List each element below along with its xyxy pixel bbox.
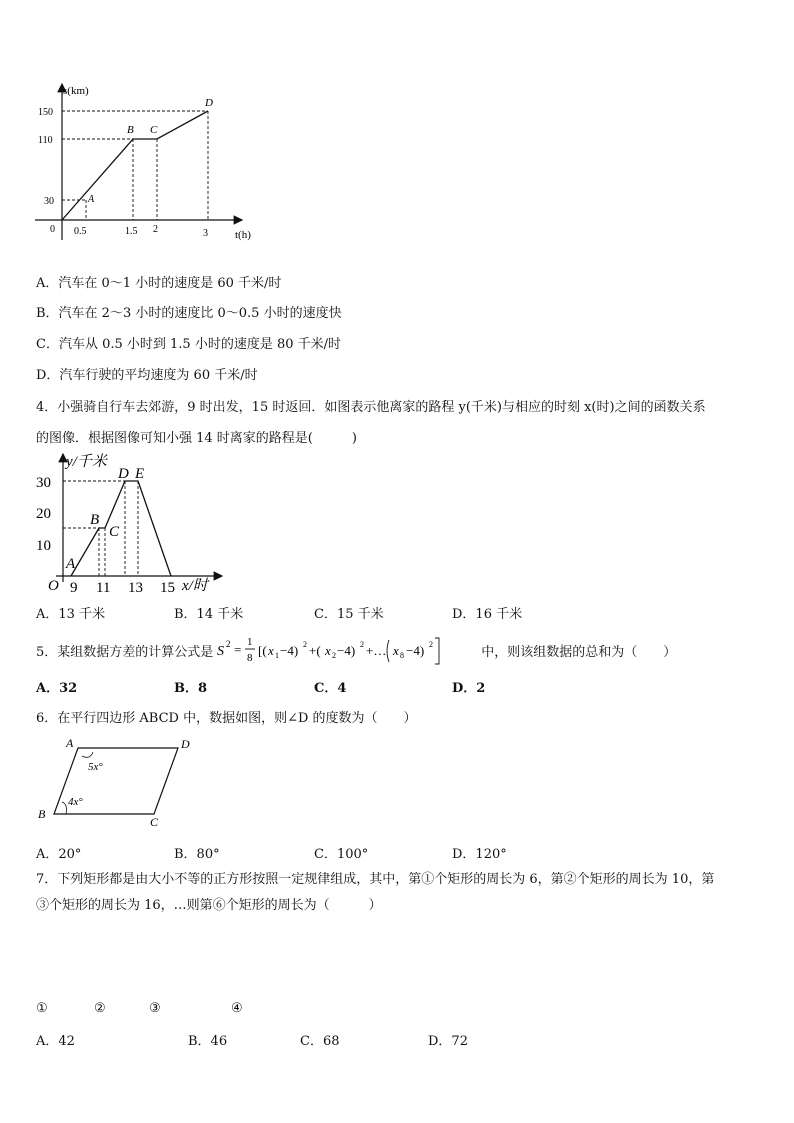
svg-text:2: 2 (429, 640, 434, 649)
y-tick-20: 20 (36, 506, 51, 522)
q3-option-a: A．汽车在 0～1 小时的速度是 60 千米/时 (36, 276, 282, 291)
journey-line (71, 481, 171, 576)
y-axis-label: s(km) (63, 85, 89, 97)
angle-a-label: 5x° (88, 761, 103, 773)
q6-option-a: A．20° (36, 847, 82, 862)
q5-stem (36, 632, 676, 668)
q3-option-c: C．汽车从 0.5 小时到 1.5 小时的速度是 80 千米/时 (36, 337, 342, 352)
origin-label: 0 (50, 224, 55, 235)
x-tick-1-5: 1.5 (125, 226, 138, 237)
svg-text:x: x (268, 643, 275, 658)
vertex-d-label: D (181, 737, 190, 751)
angle-b-label: 4x° (68, 796, 83, 808)
q4-option-b: B．14 千米 (174, 607, 244, 622)
vertex-a-label: A (66, 736, 74, 750)
distance-line (62, 111, 208, 220)
distance-time-graph (30, 80, 260, 250)
x-tick-15: 15 (160, 580, 175, 596)
point-b-label: B (127, 124, 134, 136)
q4-stem-line1: 4．小强骑自行车去郊游，9 时出发，15 时返回．如图表示他离家的路程 y(千米)与相应的时刻 x(时)之间的函数关系 (36, 400, 706, 415)
point-a-label: A (88, 194, 95, 205)
x-tick-9: 9 (70, 580, 78, 596)
distance-time-graph-q4 (30, 450, 230, 600)
q7-option-c: C．68 (300, 1034, 340, 1049)
x-tick-0-5: 0.5 (74, 226, 87, 237)
svg-text:8: 8 (400, 651, 405, 660)
parallelogram-figure (30, 734, 210, 834)
x-tick-2: 2 (153, 224, 158, 235)
q4-option-d: D．16 千米 (452, 607, 523, 622)
q6-option-d: D．120° (452, 847, 507, 862)
q5-option-a: A．32 (36, 681, 78, 696)
variance-formula (215, 633, 479, 667)
y-tick-10: 10 (36, 538, 51, 554)
svg-text:x: x (325, 643, 332, 658)
q5-suffix: 中，则该组数据的总和为（ ） (481, 644, 677, 660)
q7-option-b: B．46 (188, 1034, 228, 1049)
rect-label-2: ② (94, 1001, 106, 1016)
origin-label: O (48, 578, 59, 594)
svg-text:−4): −4) (337, 643, 356, 658)
svg-text:−4): −4) (280, 643, 299, 658)
svg-text:2: 2 (226, 639, 231, 649)
q6-option-b: B．80° (174, 847, 220, 862)
svg-text:+…: +… (366, 643, 387, 658)
svg-text:=: = (234, 642, 242, 657)
svg-text:x: x (393, 643, 400, 658)
svg-text:2: 2 (303, 640, 308, 649)
x-axis-label: t(h) (235, 229, 251, 241)
y-tick-30: 30 (44, 196, 54, 207)
x-axis-label: x/时 (182, 578, 208, 594)
q7-stem-line1: 7．下列矩形都是由大小不等的正方形按照一定规律组成，其中，第①个矩形的周长为 6，第②个矩形的周长为 10，第 (36, 872, 715, 887)
rect-label-3: ③ (149, 1001, 161, 1016)
point-b-label: B (90, 512, 100, 528)
q5-prefix: 5．某组数据方差的计算公式是 (36, 644, 214, 660)
q4-stem-line2: 的图像．根据图像可知小强 14 时离家的路程是( ) (36, 431, 357, 446)
vertex-c-label: C (150, 815, 159, 829)
q5-option-d: D．2 (452, 681, 486, 696)
svg-text:8: 8 (247, 652, 253, 664)
x-tick-11: 11 (96, 580, 111, 596)
point-d-label: D (205, 97, 213, 109)
rect-label-4: ④ (231, 1001, 243, 1016)
q4-option-c: C．15 千米 (314, 607, 384, 622)
rect-label-1: ① (36, 1001, 48, 1016)
svg-text:[(: [( (258, 643, 267, 658)
q7-option-d: D．72 (428, 1034, 468, 1049)
svg-text:2: 2 (360, 640, 365, 649)
svg-text:1: 1 (275, 651, 280, 660)
q7-option-a: A．42 (36, 1034, 75, 1049)
y-axis-label: y/千米 (66, 454, 107, 470)
y-tick-110: 110 (38, 135, 53, 146)
q3-option-b: B．汽车在 2～3 小时的速度比 0～0.5 小时的速度快 (36, 306, 342, 321)
q6-stem: 6．在平行四边形 ABCD 中，数据如图，则∠D 的度数为（ ） (36, 711, 417, 726)
q5-option-b: B．8 (174, 681, 208, 696)
q3-option-d: D．汽车行驶的平均速度为 60 千米/时 (36, 368, 258, 383)
svg-text:−4): −4) (406, 643, 425, 658)
svg-text:+(: +( (309, 643, 321, 658)
q4-option-a: A．13 千米 (36, 607, 106, 622)
svg-text:1: 1 (247, 636, 253, 648)
point-c-label: C (109, 524, 120, 540)
point-a-label: A (66, 556, 76, 572)
q6-option-c: C．100° (314, 847, 369, 862)
svg-text:S: S (217, 644, 225, 659)
x-tick-3: 3 (203, 228, 208, 239)
point-d-label: D (118, 466, 129, 482)
point-c-label: C (150, 124, 158, 136)
y-tick-30: 30 (36, 475, 51, 491)
svg-text:2: 2 (332, 651, 337, 660)
q5-option-c: C．4 (314, 681, 347, 696)
point-e-label: E (135, 466, 145, 482)
vertex-b-label: B (38, 807, 46, 821)
y-tick-150: 150 (38, 107, 53, 118)
q7-stem-line2: ③个矩形的周长为 16，…则第⑥个矩形的周长为（ ） (36, 898, 382, 913)
x-tick-13: 13 (128, 580, 143, 596)
